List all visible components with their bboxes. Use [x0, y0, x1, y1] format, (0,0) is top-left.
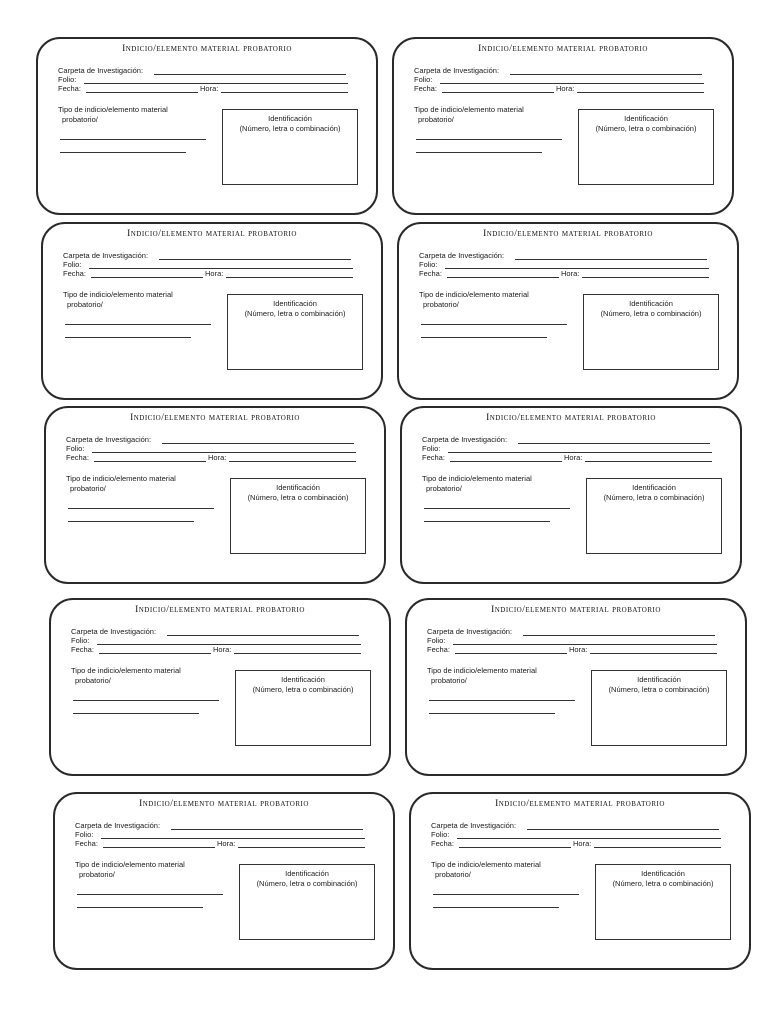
fecha-label: Fecha: [431, 839, 454, 848]
card-title: Indicio/elemento material probatorio [491, 605, 661, 615]
identificacion-subtitle: (Número, letra o combinación) [247, 493, 349, 502]
tipo-label-line2: probatorio/ [79, 870, 115, 879]
card-title: Indicio/elemento material probatorio [127, 229, 297, 239]
tipo-field-line-1[interactable] [73, 700, 219, 701]
tipo-label [71, 666, 211, 686]
identificacion-title: Identificación [624, 114, 668, 123]
hora-field-line[interactable] [594, 847, 721, 848]
tipo-label-line2: probatorio/ [423, 300, 459, 309]
hora-field-line[interactable] [234, 653, 361, 654]
card-title: Indicio/elemento material probatorio [135, 605, 305, 615]
tipo-label-line1: Tipo de indicio/elemento material [427, 666, 537, 675]
fecha-label: Fecha: [422, 453, 445, 462]
hora-label: Hora: [208, 453, 227, 462]
card-title: Indicio/elemento material probatorio [130, 413, 300, 423]
evidence-label-card [49, 598, 391, 776]
tipo-label-line2: probatorio/ [435, 870, 471, 879]
tipo-label [66, 474, 206, 494]
evidence-label-card [392, 37, 734, 215]
hora-label: Hora: [569, 645, 588, 654]
fecha-label: Fecha: [427, 645, 450, 654]
fecha-field-line[interactable] [442, 92, 554, 93]
fecha-field-line[interactable] [447, 277, 559, 278]
tipo-field-line-1[interactable] [433, 894, 579, 895]
tipo-label-line1: Tipo de indicio/elemento material [63, 290, 173, 299]
carpeta-field-line[interactable] [162, 443, 354, 444]
tipo-field-line-2[interactable] [60, 152, 186, 153]
identificacion-subtitle: (Número, letra o combinación) [256, 879, 358, 888]
card-title: Indicio/elemento material probatorio [122, 44, 292, 54]
evidence-label-card [41, 222, 383, 400]
identificacion-title: Identificación [632, 483, 676, 492]
tipo-label [58, 105, 198, 125]
evidence-label-card [53, 792, 395, 970]
identificacion-box[interactable] [230, 478, 366, 554]
tipo-label-line2: probatorio/ [67, 300, 103, 309]
hora-field-line[interactable] [582, 277, 709, 278]
carpeta-field-line[interactable] [515, 259, 707, 260]
tipo-field-line-1[interactable] [65, 324, 211, 325]
tipo-label-line1: Tipo de indicio/elemento material [71, 666, 181, 675]
identificacion-box[interactable] [239, 864, 375, 940]
identificacion-box[interactable] [227, 294, 363, 370]
tipo-label-line2: probatorio/ [70, 484, 106, 493]
tipo-field-line-2[interactable] [433, 907, 559, 908]
identificacion-title: Identificación [281, 675, 325, 684]
folio-label: Folio: [422, 444, 441, 453]
hora-label: Hora: [213, 645, 232, 654]
identificacion-subtitle: (Número, letra o combinación) [600, 309, 702, 318]
hora-label: Hora: [573, 839, 592, 848]
carpeta-label: Carpeta de Investigación: [63, 251, 149, 260]
evidence-label-card [409, 792, 751, 970]
carpeta-field-line[interactable] [154, 74, 346, 75]
tipo-field-line-1[interactable] [60, 139, 206, 140]
identificacion-box[interactable] [235, 670, 371, 746]
evidence-label-card [397, 222, 739, 400]
evidence-label-card [405, 598, 747, 776]
carpeta-label: Carpeta de Investigación: [75, 821, 161, 830]
tipo-label-line2: probatorio/ [418, 115, 454, 124]
folio-label: Folio: [71, 636, 90, 645]
tipo-label-line1: Tipo de indicio/elemento material [422, 474, 532, 483]
tipo-label-line2: probatorio/ [426, 484, 462, 493]
fecha-label: Fecha: [58, 84, 81, 93]
tipo-field-line-2[interactable] [421, 337, 547, 338]
evidence-label-card [400, 406, 742, 584]
tipo-field-line-2[interactable] [416, 152, 542, 153]
hora-label: Hora: [205, 269, 224, 278]
folio-label: Folio: [75, 830, 94, 839]
carpeta-field-line[interactable] [518, 443, 710, 444]
hora-label: Hora: [561, 269, 580, 278]
tipo-label-line2: probatorio/ [75, 676, 111, 685]
fecha-field-line[interactable] [459, 847, 571, 848]
tipo-field-line-1[interactable] [77, 894, 223, 895]
tipo-field-line-2[interactable] [73, 713, 199, 714]
identificacion-title: Identificación [276, 483, 320, 492]
fecha-field-line[interactable] [86, 92, 198, 93]
carpeta-label: Carpeta de Investigación: [71, 627, 157, 636]
tipo-label [75, 860, 215, 880]
folio-label: Folio: [431, 830, 450, 839]
card-title: Indicio/elemento material probatorio [495, 799, 665, 809]
carpeta-label: Carpeta de Investigación: [422, 435, 508, 444]
tipo-label [422, 474, 562, 494]
hora-label: Hora: [556, 84, 575, 93]
tipo-label [427, 666, 567, 686]
fecha-field-line[interactable] [91, 277, 203, 278]
tipo-label-line1: Tipo de indicio/elemento material [58, 105, 168, 114]
hora-field-line[interactable] [226, 277, 353, 278]
tipo-label-line2: probatorio/ [431, 676, 467, 685]
tipo-label-line1: Tipo de indicio/elemento material [414, 105, 524, 114]
tipo-field-line-1[interactable] [68, 508, 214, 509]
folio-label: Folio: [58, 75, 77, 84]
tipo-label [419, 290, 559, 310]
carpeta-field-line[interactable] [171, 829, 363, 830]
tipo-field-line-1[interactable] [416, 139, 562, 140]
identificacion-title: Identificación [268, 114, 312, 123]
identificacion-box[interactable] [595, 864, 731, 940]
identificacion-subtitle: (Número, letra o combinación) [252, 685, 354, 694]
hora-field-line[interactable] [590, 653, 717, 654]
fecha-field-line[interactable] [94, 461, 206, 462]
identificacion-subtitle: (Número, letra o combinación) [595, 124, 697, 133]
carpeta-label: Carpeta de Investigación: [427, 627, 513, 636]
identificacion-title: Identificación [629, 299, 673, 308]
fecha-label: Fecha: [419, 269, 442, 278]
tipo-label-line1: Tipo de indicio/elemento material [75, 860, 185, 869]
tipo-label [431, 860, 571, 880]
identificacion-title: Identificación [285, 869, 329, 878]
card-title: Indicio/elemento material probatorio [139, 799, 309, 809]
folio-label: Folio: [414, 75, 433, 84]
fecha-label: Fecha: [63, 269, 86, 278]
identificacion-subtitle: (Número, letra o combinación) [239, 124, 341, 133]
carpeta-label: Carpeta de Investigación: [431, 821, 517, 830]
folio-label: Folio: [427, 636, 446, 645]
hora-field-line[interactable] [221, 92, 348, 93]
carpeta-field-line[interactable] [523, 635, 715, 636]
tipo-label [414, 105, 554, 125]
identificacion-box[interactable] [586, 478, 722, 554]
tipo-label-line2: probatorio/ [62, 115, 98, 124]
identificacion-box[interactable] [583, 294, 719, 370]
fecha-label: Fecha: [66, 453, 89, 462]
tipo-field-line-1[interactable] [424, 508, 570, 509]
carpeta-field-line[interactable] [527, 829, 719, 830]
identificacion-subtitle: (Número, letra o combinación) [603, 493, 705, 502]
fecha-field-line[interactable] [450, 461, 562, 462]
card-title: Indicio/elemento material probatorio [483, 229, 653, 239]
identificacion-subtitle: (Número, letra o combinación) [608, 685, 710, 694]
carpeta-field-line[interactable] [167, 635, 359, 636]
tipo-field-line-2[interactable] [424, 521, 550, 522]
folio-label: Folio: [63, 260, 82, 269]
hora-field-line[interactable] [238, 847, 365, 848]
folio-label: Folio: [419, 260, 438, 269]
fecha-label: Fecha: [71, 645, 94, 654]
carpeta-label: Carpeta de Investigación: [419, 251, 505, 260]
carpeta-label: Carpeta de Investigación: [414, 66, 500, 75]
identificacion-title: Identificación [641, 869, 685, 878]
identificacion-box[interactable] [591, 670, 727, 746]
tipo-field-line-2[interactable] [429, 713, 555, 714]
identificacion-title: Identificación [273, 299, 317, 308]
carpeta-label: Carpeta de Investigación: [66, 435, 152, 444]
tipo-label-line1: Tipo de indicio/elemento material [431, 860, 541, 869]
carpeta-field-line[interactable] [510, 74, 702, 75]
identificacion-box[interactable] [578, 109, 714, 185]
hora-label: Hora: [217, 839, 236, 848]
fecha-field-line[interactable] [103, 847, 215, 848]
folio-label: Folio: [66, 444, 85, 453]
tipo-label-line1: Tipo de indicio/elemento material [66, 474, 176, 483]
fecha-field-line[interactable] [455, 653, 567, 654]
tipo-field-line-1[interactable] [429, 700, 575, 701]
carpeta-field-line[interactable] [159, 259, 351, 260]
tipo-field-line-2[interactable] [65, 337, 191, 338]
hora-label: Hora: [564, 453, 583, 462]
fecha-label: Fecha: [75, 839, 98, 848]
tipo-field-line-2[interactable] [77, 907, 203, 908]
tipo-label-line1: Tipo de indicio/elemento material [419, 290, 529, 299]
identificacion-title: Identificación [637, 675, 681, 684]
tipo-label [63, 290, 203, 310]
card-title: Indicio/elemento material probatorio [478, 44, 648, 54]
identificacion-box[interactable] [222, 109, 358, 185]
fecha-label: Fecha: [414, 84, 437, 93]
tipo-field-line-2[interactable] [68, 521, 194, 522]
tipo-field-line-1[interactable] [421, 324, 567, 325]
identificacion-subtitle: (Número, letra o combinación) [244, 309, 346, 318]
fecha-field-line[interactable] [99, 653, 211, 654]
evidence-label-card [44, 406, 386, 584]
card-title: Indicio/elemento material probatorio [486, 413, 656, 423]
hora-field-line[interactable] [229, 461, 356, 462]
identificacion-subtitle: (Número, letra o combinación) [612, 879, 714, 888]
evidence-label-card [36, 37, 378, 215]
hora-field-line[interactable] [585, 461, 712, 462]
hora-label: Hora: [200, 84, 219, 93]
hora-field-line[interactable] [577, 92, 704, 93]
carpeta-label: Carpeta de Investigación: [58, 66, 144, 75]
